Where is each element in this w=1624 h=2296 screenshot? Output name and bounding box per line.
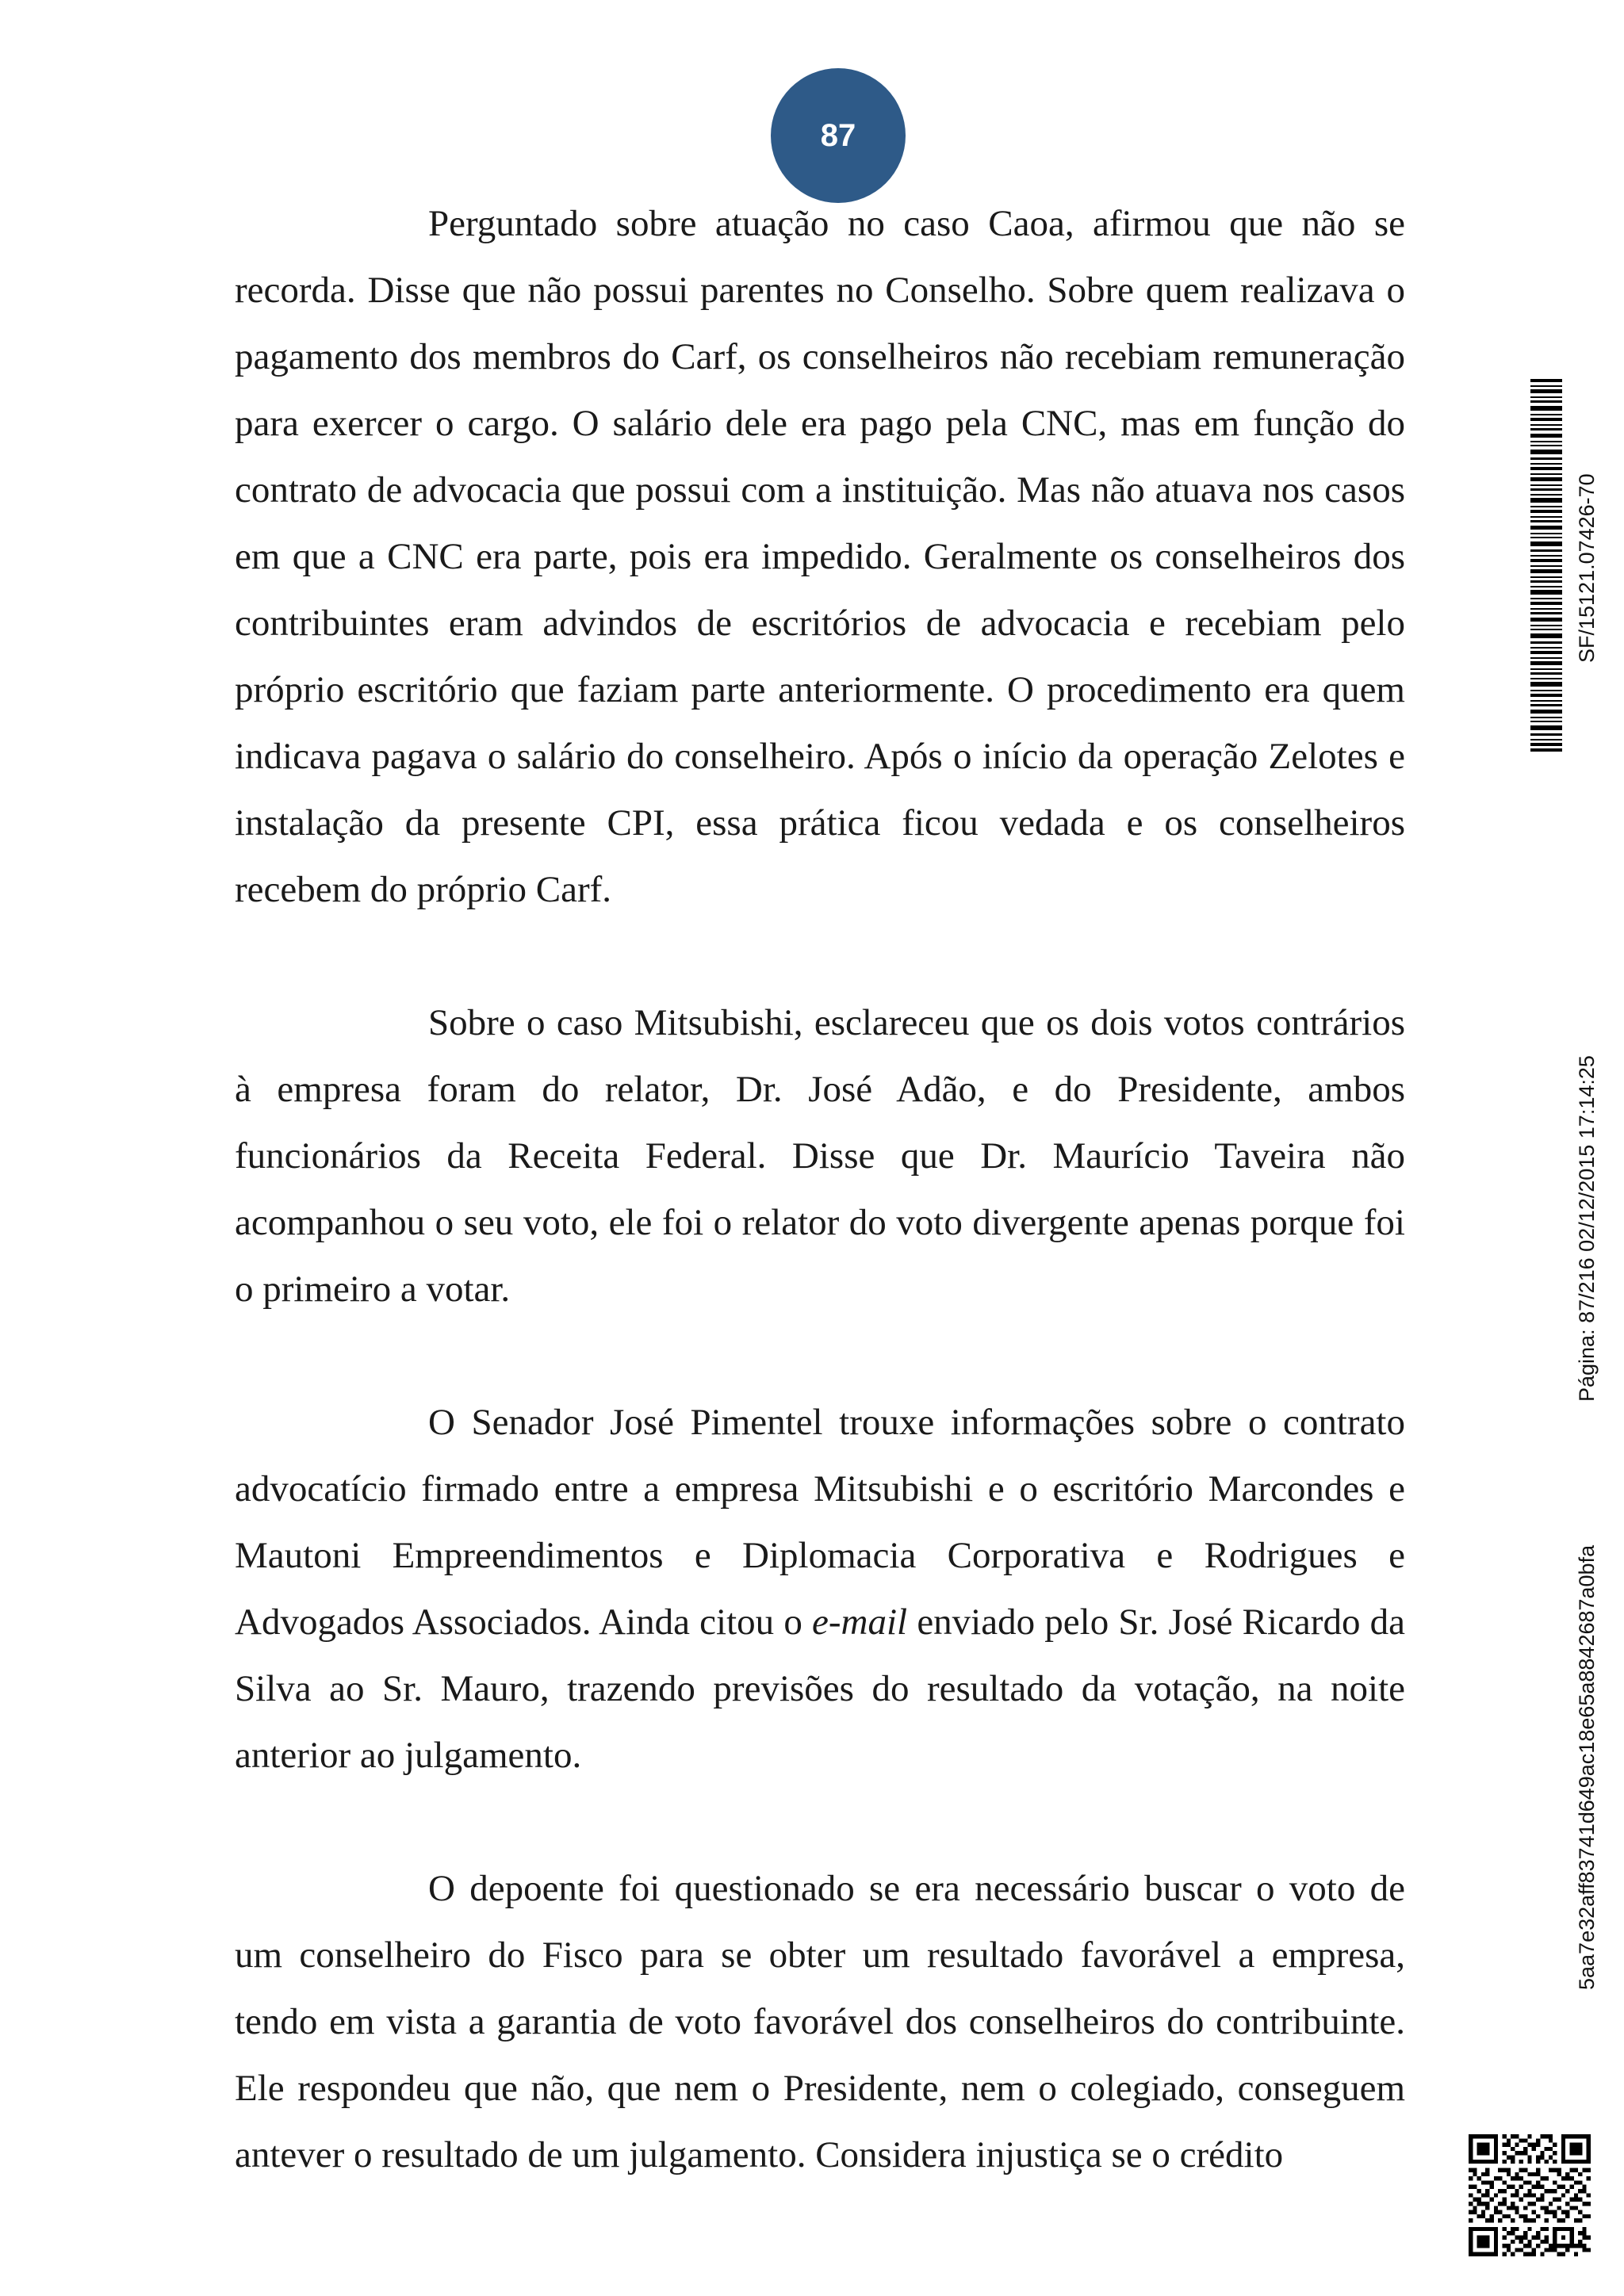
barcode-image bbox=[1530, 379, 1562, 752]
paragraph-text: O Senador José Pimentel trouxe informações sobre o contrato advocatício firmado entre a empresa Mitsubishi e o escritório Marcondes e Mautoni Empreendimentos e Diplomacia Corporativa e Rodrigues e Advogados Associados. Ainda citou o bbox=[235, 1402, 1405, 1643]
paragraph-text: O depoente foi questionado se era necessário buscar o voto de um conselheiro do Fisco para se obter um resultado favorável a empresa, tendo em vista a garantia de voto favorável dos conselheiros do contribuinte. Ele respondeu que não, que nem o Presidente, nem o colegiado, conseguem antever o resultado de um julgamento. Considera injustiça se o crédito bbox=[235, 1868, 1405, 2175]
page-number-badge bbox=[771, 68, 906, 203]
document-body bbox=[235, 190, 1405, 2255]
qr-code-image bbox=[1469, 2134, 1591, 2256]
paragraph bbox=[235, 1855, 1405, 2188]
emphasis-text: e-mail bbox=[812, 1601, 908, 1643]
paragraph-text: Perguntado sobre atuação no caso Caoa, afirmou que não se recorda. Disse que não possui parentes no Conselho. Sobre quem realizava o pagamento dos membros do Carf, os conselheiros não recebiam remuneração para exercer o cargo. O salário dele era pago pela CNC, mas em função do contrato de advocacia que possui com a instituição. Mas não atuava nos casos em que a CNC era parte, pois era impedido. Geralmente os conselheiros dos contribuintes eram advindos de escritórios de advocacia e recebiam pelo próprio escritório que faziam parte anteriormente. O procedimento era quem indicava pagava o salário do conselheiro. Após o início da operação Zelotes e instalação da presente CPI, essa prática ficou vedada e os conselheiros recebem do próprio Carf. bbox=[235, 203, 1405, 910]
paragraph bbox=[235, 190, 1405, 923]
document-code: SF/15121.07426-70 bbox=[1575, 473, 1599, 663]
paragraph-text: Sobre o caso Mitsubishi, esclareceu que os dois votos contrários à empresa foram do relator, Dr. José Adão, e do Presidente, ambos funcionários da Receita Federal. Disse que Dr. Maurício Taveira não acompanhou o seu voto, ele foi o relator do voto divergente apenas porque foi o primeiro a votar. bbox=[235, 1002, 1405, 1310]
page-info: Página: 87/216 02/12/2015 17:14:25 bbox=[1575, 1055, 1599, 1402]
paragraph bbox=[235, 1389, 1405, 1789]
paragraph bbox=[235, 989, 1405, 1322]
page-number: 87 bbox=[820, 117, 856, 153]
paragraph-text: enviado pelo Sr. José Ricardo da Silva ao Sr. Mauro, trazendo previsões do resultado da votação, na noite anterior ao julgamento. bbox=[235, 1601, 1405, 1776]
document-hash: 5aa7e32aff83741d649ac18e65a8842687a0bfa bbox=[1575, 1544, 1599, 1990]
